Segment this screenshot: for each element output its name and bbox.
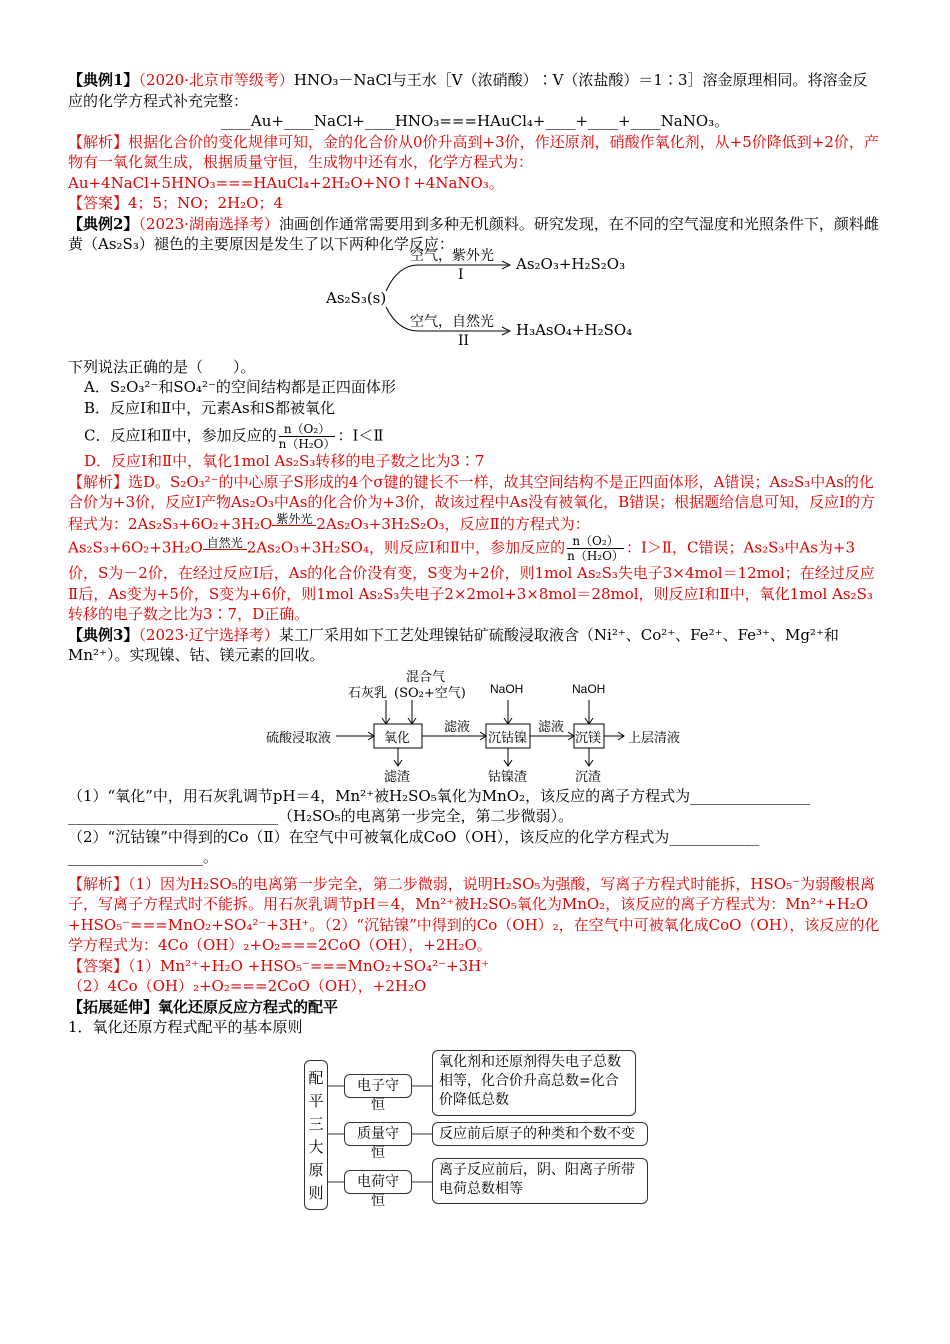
- analysis-fraction-den: n（H₂O）: [567, 549, 624, 563]
- analysis-part4: 2As₂O₃+3H₂SO₄，则反应Ⅰ和Ⅱ中，参加反应的: [246, 538, 566, 557]
- ex3-q1: （1）“氧化”中，用石灰乳调节pH＝4，Mn²⁺被H₂SO₅氧化为MnO₂，该反应的离子方程式为________________: [68, 786, 811, 805]
- ex3-head: 【典例3】: [68, 625, 139, 644]
- analysis-fraction: [567, 534, 624, 563]
- analysis-part3: As₂S₃+6O₂+3H₂O: [68, 538, 203, 557]
- scheme-reactant: As₂S₃(s): [326, 288, 387, 307]
- ex2-analysis: [68, 472, 882, 625]
- scheme-r2-condition: 空气，自然光: [410, 313, 494, 330]
- principle-mass-text: 反应前后原子的种类和个数不变: [439, 1125, 635, 1142]
- principle-charge-text: 离子反应前后，阴、阳离子所带电荷总数相等: [439, 1161, 635, 1197]
- analysis-part1: 【解析】选D。S₂O₃²⁻的中心原子S形成的4个σ键的键长不一样，故其空间结构不是正四面体形，A错误；As₂S₃中As的化合价为+3价，反应Ⅰ产物As₂O₃中As的化合价为+3价，故该过程中As没有被氧化，B错误；根据题给信息可知，反应I的方程式为：2As₂S₃+6O₂+3H₂O: [68, 472, 876, 533]
- scheme-r1-condition: 空气，紫外光: [410, 247, 494, 264]
- ex3-analysis: 【解析】（1）因为H₂SO₅的电离第一步完全，第二步微弱，说明H₂SO₅为强酸，写离子方程式时能拆，HSO₅⁻为弱酸根离子，写离子方程式时不能拆。用石灰乳调节pH＝4，Mn²⁺被H₂SO₅氧化为MnO₂，该反应的离子方程式为：Mn²⁺+H₂O +HSO₅⁻===MnO₂+SO₄²⁻+3H⁺。（2）“沉钴镍”中得到的Co（OH）₂，在空气中可被氧化成CoO（OH），该反应的化学方程式为：4Co（OH）₂+O₂===2CoO（OH），+2H₂O。: [68, 874, 880, 954]
- ex1-answer: 【答案】4；5；NO；2H₂O；4: [68, 194, 283, 212]
- document-page: [68, 70, 882, 1212]
- ex3-text: 某工厂采用如下工艺处理镍钴矿硫酸浸取液含（Ni²⁺、Co²⁺、Fe²⁺、Fe³⁺、Mg²⁺和Mn²⁺）。实现镍、钴、镁元素的回收。: [68, 625, 839, 664]
- ex2-option-b: B．反应Ⅰ和Ⅱ中，元素As和S都被氧化: [84, 398, 335, 417]
- reaction-scheme: [68, 247, 882, 357]
- principle-mass: [344, 1122, 412, 1161]
- ex1-source: （2020·北京市等级考）: [138, 71, 294, 89]
- ex1-text: HNO₃－NaCl与王水［V（浓硝酸）∶V（浓盐酸）＝1∶3］溶金原理相同。将溶金反应的化学方程式补充完整：: [68, 71, 868, 110]
- fraction-denominator: n（H₂O）: [278, 437, 336, 451]
- flow-feed: 硫酸浸取液: [266, 730, 332, 746]
- ex2-option-c: [68, 422, 882, 451]
- flow-sediment: 沉渣: [575, 769, 602, 785]
- side-label-text: 配平三大原则: [308, 1068, 324, 1202]
- principles-side-label: [304, 1060, 328, 1210]
- ex3-q2: （2）“沉钴镍”中得到的Co（Ⅱ）在空气中可被氧化成CoO（OH），该反应的化学方程式为____________: [68, 827, 760, 846]
- ex2-source: （2023·湖南选择考）: [138, 214, 279, 233]
- principle-mass-desc: [432, 1122, 648, 1146]
- analysis-fraction-num: n（O₂）: [567, 534, 624, 549]
- principle-charge-desc: [432, 1158, 648, 1204]
- analysis-part5: ：Ⅰ＞Ⅱ，C错误；As₂S₃中As为+3价，S为－2价，在经过反应Ⅰ后，As的化合价没有变，S变为+2价，则1mol As₂S₃失电子3×4mol＝12mol；在经过反应Ⅱ后，As变为+5价，S变为+6价，则1mol As₂S₃失电子2×2mol+3×8mol＝28mol，则反应Ⅰ和Ⅱ中，氧化1mol As₂S₃转移的电子数之比为3∶7，D正确。: [68, 538, 875, 623]
- principle-electron-text: 氧化剂和还原剂得失电子总数相等，化合价升高总数=化合价降低总数: [439, 1053, 621, 1108]
- fraction-numerator: n（O₂）: [279, 422, 336, 437]
- ex1-equation: ____Au+____NaCl+____HNO₃===HAuCl₄+____+____+____NaNO₃。: [220, 112, 730, 130]
- ex2-text: 油画创作通常需要用到多种无机颜料。研究发现，在不同的空气湿度和光照条件下，颜料雌黄（As₂S₃）褪色的主要原因是发生了以下两种化学反应：: [68, 214, 879, 253]
- process-flow: [68, 669, 882, 785]
- flow-co-ni-precipitation: 沉钴镍: [488, 730, 528, 746]
- ex2-option-d: D．反应Ⅰ和Ⅱ中，氧化1mol As₂S₃转移的电子数之比为3∶7: [84, 452, 485, 470]
- flow-filtrate-2: 滤液: [538, 719, 565, 735]
- principle-electron-desc: [432, 1050, 636, 1116]
- ex2-head: 【典例2】: [68, 214, 139, 233]
- ex3-q2-cont: __________________。: [68, 848, 219, 866]
- principle-electron-label: 电子守恒: [357, 1077, 399, 1113]
- flow-oxidation: 氧化: [384, 730, 411, 746]
- flow-lines: [68, 670, 882, 782]
- flow-supernatant: 上层清液: [628, 730, 681, 746]
- flow-naoh-1: NaOH: [490, 681, 524, 696]
- option-c-text: C．反应Ⅰ和Ⅱ中，参加反应的: [84, 426, 277, 445]
- scheme-r2-product: H₃AsO₄+H₂SO₄: [516, 320, 633, 339]
- balancing-principles-diagram: [68, 1046, 882, 1212]
- flow-filtrate-1: 滤液: [444, 719, 471, 735]
- analysis-part2: 2As₂O₃+3H₂S₂O₃，反应Ⅱ的方程式为：: [316, 514, 590, 533]
- cond-natural-text: 自然光: [206, 535, 243, 550]
- flow-mg-precipitation: 沉镁: [575, 730, 602, 746]
- ex3-source: （2023·辽宁选择考）: [138, 625, 279, 644]
- flow-gas: 混合气: [406, 669, 446, 685]
- ex1-head: 【典例1】: [68, 71, 139, 89]
- ex3-question: [68, 625, 882, 666]
- extension-title: 【拓展延伸】氧化还原反应方程式的配平: [68, 997, 339, 1016]
- option-c-fraction: [279, 422, 336, 451]
- flow-naoh-2: NaOH: [572, 681, 606, 696]
- cond-arrow-natural: [203, 537, 247, 550]
- principle-charge-label: 电荷守恒: [357, 1173, 399, 1209]
- scheme-r1-product: As₂O₃+H₂S₂O₃: [516, 254, 626, 273]
- extension-item-1: 1．氧化还原方程式配平的基本原则: [68, 1018, 303, 1036]
- ex2-option-a: A．S₂O₃²⁻和SO₄²⁻的空间结构都是正四面体形: [84, 378, 396, 396]
- flow-co-ni-residue: 钴镍渣: [488, 769, 528, 785]
- cond-uv-text: 紫外光: [276, 511, 313, 526]
- flow-gas-composition: (SO₂+空气): [394, 685, 466, 701]
- cond-arrow-uv: [272, 513, 316, 526]
- principle-charge: [344, 1170, 412, 1209]
- ex3-answer-1: 【答案】（1）Mn²⁺+H₂O +HSO₅⁻===MnO₂+SO₄²⁻+3H⁺: [68, 956, 490, 975]
- scheme-r2-label: II: [458, 332, 470, 349]
- ex3-answer-2: （2）4Co（OH）₂+O₂===2CoO（OH），+2H₂O: [68, 977, 427, 995]
- scheme-arrows: [68, 255, 882, 357]
- option-c-tail: ：Ⅰ＜Ⅱ: [337, 426, 384, 445]
- ex1-analysis: 【解析】根据化合价的变化规律可知，金的化合价从0价升高到+3价，作还原剂，硝酸作氧化剂，从+5价降低到+2价，产物有一氧化氮生成，根据质量守恒，生成物中还有水，化学方程式为：Au+4NaCl+5HNO₃===HAuCl₄+2H₂O+NO↑+4NaNO₃。: [68, 132, 879, 192]
- flow-lime: 石灰乳: [348, 685, 388, 701]
- principle-mass-label: 质量守恒: [357, 1125, 399, 1161]
- ex3-q1-cont: ____________________________（H₂SO₅的电离第一步完全，第二步微弱）。: [68, 807, 574, 825]
- flow-residue: 滤渣: [384, 769, 411, 785]
- principle-electron: [344, 1074, 412, 1113]
- ex1-question: [68, 70, 882, 111]
- ex2-stem: 下列说法正确的是（ ）。: [68, 357, 256, 376]
- scheme-r1-label: I: [458, 266, 464, 283]
